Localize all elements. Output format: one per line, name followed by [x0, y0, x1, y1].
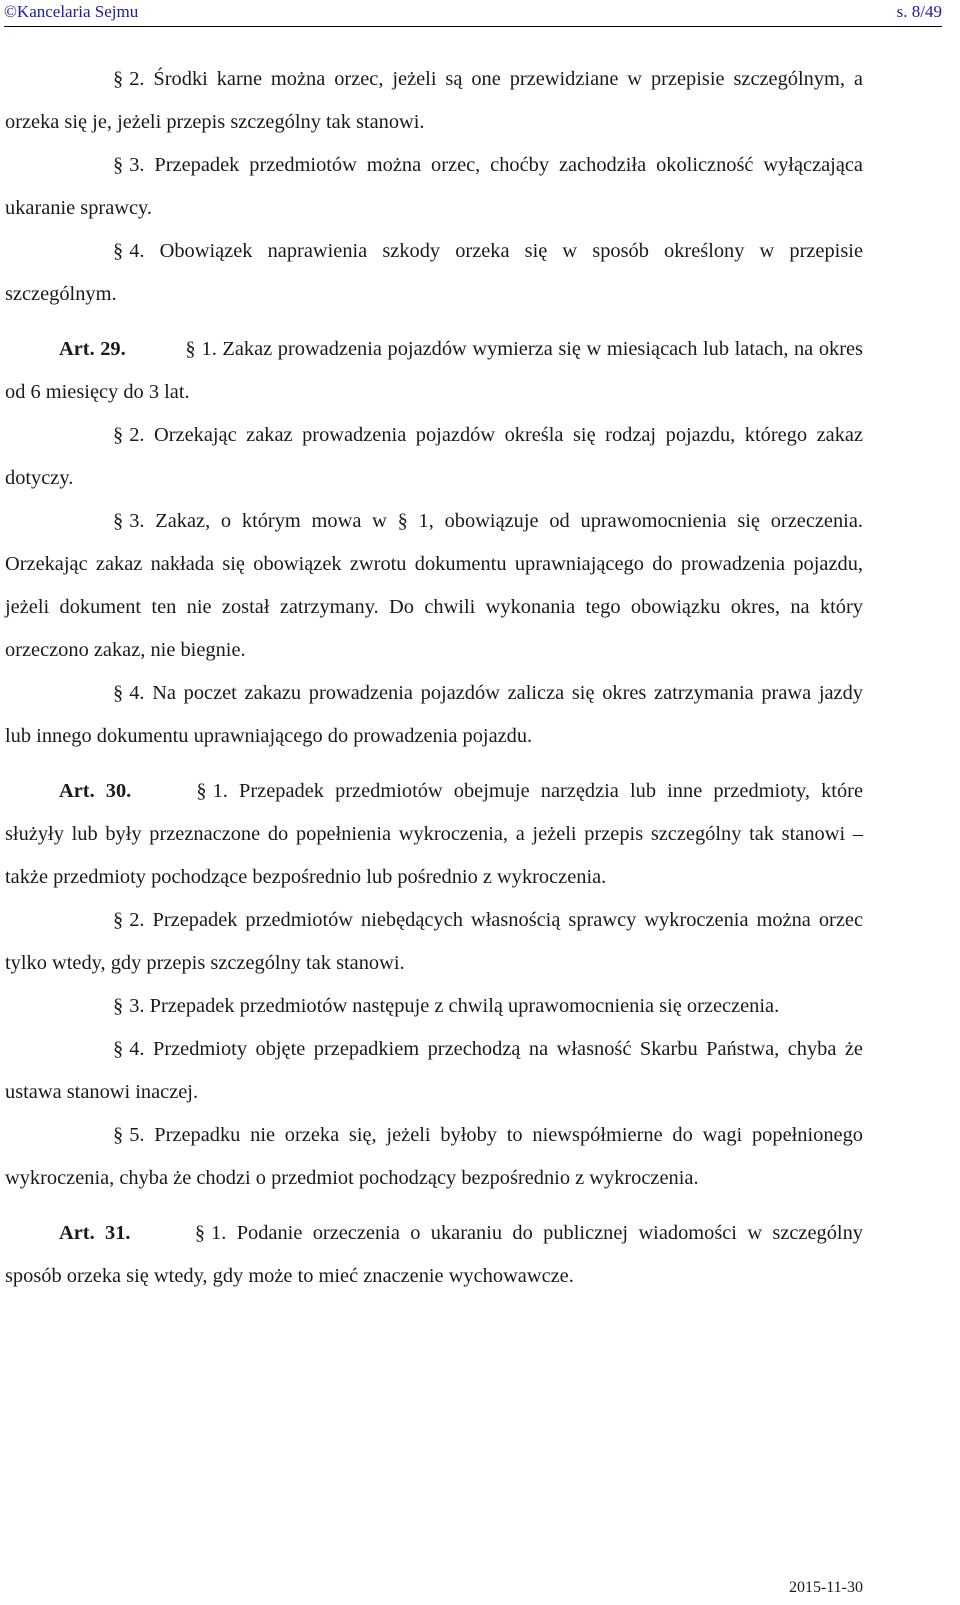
paragraph-number: 3. [129, 510, 145, 532]
paragraph-number: 1. [212, 780, 228, 802]
paragraph-sign: § [194, 1222, 206, 1244]
page-header [4, 0, 942, 27]
footer-date: 2015-11-30 [788, 1579, 863, 1596]
paragraph-text: Obowiązek naprawienia szkody orzeka się w sposób określony w przepisie szczególnym. [5, 240, 863, 305]
paragraph-number: 3. [129, 995, 145, 1017]
paragraph-number: 1. [211, 1222, 227, 1244]
paragraph-text: Orzekając zakaz prowadzenia pojazdów określa się rodzaj pojazdu, którego zakaz dotyczy. [5, 424, 863, 489]
paragraph-number: 2. [129, 424, 145, 446]
paragraph-text: Przepadek przedmiotów można orzec, choćby zachodziła okoliczność wyłączająca ukaranie sprawcy. [5, 154, 863, 219]
paragraph-number: 4. [129, 240, 145, 262]
paragraph [5, 230, 863, 316]
paragraph-number: 4. [129, 1038, 145, 1060]
paragraph-number: 2. [129, 909, 145, 931]
paragraph-sign: § [113, 240, 124, 262]
document-body [5, 58, 863, 1298]
paragraph-sign: § [113, 1038, 124, 1060]
paragraph-number: 3. [129, 154, 145, 176]
copyright-notice: ©Kancelaria Sejmu [4, 2, 139, 21]
paragraph-sign: § [113, 1124, 124, 1146]
paragraph-text: Podanie orzeczenia o ukaraniu do publicznej wiadomości w szczególny sposób orzeka się wtedy, gdy może to mieć znaczenie wychowawcze. [5, 1222, 863, 1287]
paragraph-text: Przepadek przedmiotów niebędących własnością sprawcy wykroczenia można orzec tylko wtedy, gdy przepis szczególny tak stanowi. [5, 909, 863, 974]
paragraph-number: 1. [201, 338, 217, 360]
paragraph-sign: § [113, 154, 124, 176]
paragraph [5, 899, 863, 985]
paragraph-number: 2. [129, 68, 145, 90]
paragraph-text: Na poczet zakazu prowadzenia pojazdów zalicza się okres zatrzymania prawa jazdy lub innego dokumentu uprawniającego do prowadzenia pojazdu. [5, 682, 863, 747]
paragraph-text: Przepadek przedmiotów obejmuje narzędzia lub inne przedmioty, które służyły lub były przeznaczone do popełnienia wykroczenia, a jeżeli przepis szczególny tak stanowi – także przedmioty pochodzące bezpośrednio lub pośrednio z wykroczenia. [5, 780, 864, 888]
paragraph-number: 5. [129, 1124, 145, 1146]
paragraph-sign: § [113, 510, 124, 532]
paragraph [5, 985, 863, 1028]
paragraph-text: Zakaz, o którym mowa w § 1, obowiązuje od uprawomocnienia się orzeczenia. Orzekając zakaz nakłada się obowiązek zwrotu dokumentu uprawniającego do prowadzenia pojazdu, jeżeli dokument ten nie został zatrzymany. Do chwili wykonania tego obowiązku okres, na który orzeczono zakaz, nie biegnie. [5, 510, 863, 661]
article-paragraph [5, 770, 863, 899]
article-paragraph [5, 1212, 863, 1298]
paragraph-sign: § [113, 995, 124, 1017]
article-label: Art. 31. [59, 1222, 131, 1244]
paragraph-sign: § [185, 338, 196, 360]
article-paragraph [5, 328, 863, 414]
paragraph-sign: § [196, 780, 207, 802]
paragraph-text: Środki karne można orzec, jeżeli są one przewidziane w przepisie szczególnym, a orzeka się je, jeżeli przepis szczególny tak stanowi. [5, 68, 863, 133]
paragraph-text: Zakaz prowadzenia pojazdów wymierza się w miesiącach lub latach, na okres od 6 miesięcy do 3 lat. [5, 338, 863, 403]
paragraph [5, 500, 863, 672]
paragraph-sign: § [113, 682, 124, 704]
paragraph [5, 414, 863, 500]
paragraph-text: Przepadku nie orzeka się, jeżeli byłoby to niewspółmierne do wagi popełnionego wykroczenia, chyba że chodzi o przedmiot pochodzący bezpośrednio z wykroczenia. [5, 1124, 863, 1189]
paragraph [5, 58, 863, 144]
paragraph-text: Przedmioty objęte przepadkiem przechodzą na własność Skarbu Państwa, chyba że ustawa stanowi inaczej. [5, 1038, 863, 1103]
paragraph [5, 144, 863, 230]
paragraph [5, 1028, 863, 1114]
paragraph-text: Przepadek przedmiotów następuje z chwilą uprawomocnienia się orzeczenia. [149, 995, 780, 1017]
paragraph-sign: § [113, 424, 124, 446]
paragraph [5, 1114, 863, 1200]
page-number: s. 8/49 [896, 2, 942, 21]
article-label: Art. 30. [59, 780, 132, 802]
paragraph-sign: § [113, 68, 124, 90]
paragraph-number: 4. [129, 682, 145, 704]
paragraph [5, 672, 863, 758]
paragraph-sign: § [113, 909, 124, 931]
article-label: Art. 29. [59, 338, 126, 360]
